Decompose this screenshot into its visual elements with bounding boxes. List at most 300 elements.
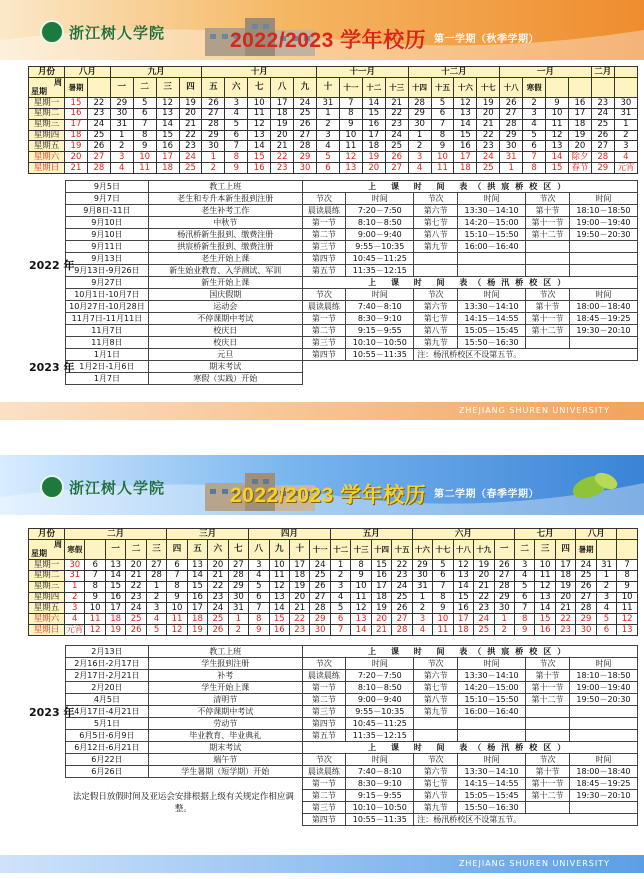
event-description: 老生开始上课 [149, 253, 302, 265]
date-cell: 6 [514, 592, 534, 603]
spring-semester-panel [0, 455, 644, 879]
week-number: 十四 [371, 539, 391, 559]
date-cell: 15 [546, 163, 569, 174]
date-cell: 18 [555, 570, 575, 581]
date-cell: 10 [431, 152, 454, 163]
week-number [85, 539, 105, 559]
date-cell: 24 [591, 108, 614, 119]
event-row [28, 778, 638, 790]
date-cell: 7 [433, 581, 453, 592]
date-cell: 29 [408, 108, 431, 119]
schedule-cell: 7:20－7:50 [346, 670, 414, 682]
date-cell: 24 [294, 97, 317, 108]
month-header: 九月 [110, 67, 202, 78]
date-cell: 10 [535, 559, 555, 570]
schedule-column-head: 时间 [346, 289, 414, 301]
date-cell: 14 [248, 141, 271, 152]
week-number: 三 [146, 539, 166, 559]
weekday-row [29, 614, 638, 625]
date-cell: 28 [392, 625, 412, 636]
date-cell: 20 [568, 141, 591, 152]
date-cell: 5 [523, 130, 546, 141]
footer-university-en: ZHEJIANG SHUREN UNIVERSITY [458, 406, 610, 415]
weekday-label: 星期四 [29, 130, 65, 141]
schedule-cell: 第二节 [302, 694, 346, 706]
date-cell: 28 [494, 581, 514, 592]
schedule-cell [569, 718, 637, 730]
date-cell: 29 [310, 614, 330, 625]
date-cell: 22 [271, 152, 294, 163]
schedule-cell [569, 802, 637, 814]
date-cell: 23 [126, 592, 146, 603]
week-label: 周 [54, 77, 62, 87]
schedule-cell: 第十二节 [526, 694, 570, 706]
date-cell: 10 [546, 108, 569, 119]
week-number: 一 [110, 77, 133, 97]
event-row [28, 730, 638, 742]
week-number: 十六 [412, 539, 432, 559]
week-number: 十四 [408, 77, 431, 97]
weekday-row [29, 163, 638, 174]
date-cell: 14 [269, 603, 289, 614]
schedule-cell: 18:10－18:50 [569, 670, 637, 682]
schedule-cell: 14:20－15:00 [458, 682, 526, 694]
week-number: 十九 [474, 539, 494, 559]
date-cell: 22 [555, 614, 575, 625]
date-cell: 12 [535, 581, 555, 592]
week-number: 十五 [392, 539, 412, 559]
date-cell: 27 [228, 559, 248, 570]
date-cell: 17 [453, 614, 473, 625]
date-cell: 4 [225, 108, 248, 119]
date-cell: 7 [617, 559, 638, 570]
month-header-filler [614, 67, 637, 78]
date-cell: 3 [146, 603, 166, 614]
schedule-cell: 晨读晨练 [302, 205, 346, 217]
date-cell: 7 [523, 152, 546, 163]
schedule-cell [414, 718, 458, 730]
date-cell: 12 [156, 97, 179, 108]
date-cell: 13 [339, 163, 362, 174]
event-date: 11月8日 [65, 337, 148, 349]
event-date: 9月13日 [65, 253, 148, 265]
schedule-cell: 15:10－15:50 [458, 229, 526, 241]
date-cell: 10 [269, 559, 289, 570]
year-label [28, 778, 65, 826]
event-row [28, 766, 638, 778]
schedule-column-head: 时间 [458, 289, 526, 301]
date-cell: 11 [546, 119, 569, 130]
month-header: 十月 [202, 67, 317, 78]
date-cell: 2 [523, 97, 546, 108]
weekday-label: 星期 [31, 548, 47, 558]
schedule-cell: 14:15－14:55 [458, 778, 526, 790]
school-logo-text: 浙江树人学院 [69, 478, 166, 497]
date-cell: 8 [249, 614, 269, 625]
schedule-cell: 15:05－15:45 [458, 325, 526, 337]
date-cell: 5 [431, 97, 454, 108]
date-cell: 16 [568, 97, 591, 108]
schedule-cell: 13:30－14:10 [458, 766, 526, 778]
date-cell: 24 [126, 603, 146, 614]
event-date: 11月7日-11月11日 [65, 313, 148, 325]
date-cell: 18 [371, 592, 391, 603]
event-description: 元旦 [149, 349, 302, 361]
date-cell: 18 [362, 141, 385, 152]
date-cell: 28 [408, 97, 431, 108]
date-cell: 15 [187, 581, 207, 592]
date-cell: 19 [289, 581, 309, 592]
date-cell: 7 [431, 119, 454, 130]
month-header: 六月 [412, 529, 514, 540]
schedule-cell: 10:45－11:25 [346, 718, 414, 730]
date-cell: 31 [614, 108, 637, 119]
date-cell: 6 [431, 108, 454, 119]
event-row [28, 181, 638, 193]
weekday-label: 星期日 [29, 163, 65, 174]
schedule-cell: 10:10－10:50 [346, 337, 414, 349]
date-cell: 19 [555, 581, 575, 592]
schedule-cell: 第二节 [302, 790, 346, 802]
date-cell: 12 [248, 119, 271, 130]
schedule-cell: 18:00－18:40 [569, 301, 637, 313]
date-cell: 18 [105, 614, 125, 625]
date-cell: 3 [249, 559, 269, 570]
schedule-cell: 第七节 [414, 778, 458, 790]
event-date: 1月7日 [65, 373, 148, 385]
date-cell: 22 [289, 614, 309, 625]
month-label: 月份 [29, 67, 65, 78]
schedule-cell: 9:15－9:55 [346, 790, 414, 802]
date-cell: 12 [546, 130, 569, 141]
event-date: 2月16日-2月17日 [65, 658, 148, 670]
month-header: 二月 [65, 529, 167, 540]
date-cell: 13 [454, 108, 477, 119]
date-cell: 22 [392, 559, 412, 570]
date-cell: 19 [477, 97, 500, 108]
date-cell: 6 [167, 559, 187, 570]
date-cell: 20 [474, 570, 494, 581]
schedule-cell [526, 730, 570, 742]
date-cell: 27 [500, 108, 523, 119]
date-cell: 30 [408, 119, 431, 130]
month-header: 四月 [249, 529, 331, 540]
date-cell: 16 [105, 592, 125, 603]
weekday-row [29, 570, 638, 581]
schedule-cell: 9:00－9:40 [346, 694, 414, 706]
schedule-cell [526, 241, 570, 253]
date-cell: 30 [614, 97, 637, 108]
date-cell: 25 [477, 163, 500, 174]
date-cell: 20 [126, 559, 146, 570]
event-description: 端午节 [149, 754, 302, 766]
schedule-cell: 第九节 [414, 337, 458, 349]
date-cell: 7 [167, 570, 187, 581]
schedule-cell: 10:45－11:25 [346, 253, 414, 265]
date-cell: 4 [65, 614, 85, 625]
date-cell: 16 [454, 141, 477, 152]
date-cell: 10 [167, 603, 187, 614]
date-cell: 24 [474, 614, 494, 625]
date-cell: 28 [500, 119, 523, 130]
date-cell: 19 [474, 559, 494, 570]
date-cell: 8 [523, 163, 546, 174]
month-header: 二月 [591, 67, 614, 78]
date-cell: 17 [105, 603, 125, 614]
date-cell: 14 [546, 152, 569, 163]
schedule-column-head: 时间 [458, 658, 526, 670]
schedule-cell: 15:05－15:45 [458, 790, 526, 802]
schedule-cell: 7:20－7:50 [346, 205, 414, 217]
event-description: 补考 [149, 670, 302, 682]
week-number: 十一 [310, 539, 330, 559]
schedule-column-head: 时间 [569, 658, 637, 670]
date-cell: 4 [330, 592, 350, 603]
footer-university-en: ZHEJIANG SHUREN UNIVERSITY [458, 859, 610, 868]
date-cell: 元宵 [614, 163, 637, 174]
month-header: 三月 [167, 529, 249, 540]
month-header-row [29, 67, 638, 78]
date-cell: 27 [294, 130, 317, 141]
date-cell: 21 [474, 581, 494, 592]
schedule-cell: 9:55－10:35 [346, 706, 414, 718]
schedule-column-head: 时间 [569, 289, 637, 301]
schedule-cell: 19:50－20:30 [569, 694, 637, 706]
event-row [28, 313, 638, 325]
date-cell: 23 [474, 603, 494, 614]
schedule-cell: 第八节 [414, 325, 458, 337]
date-cell: 19 [362, 152, 385, 163]
date-cell: 3 [614, 141, 637, 152]
schedule-cell: 10:55－11:35 [346, 814, 414, 826]
date-cell: 29 [228, 581, 248, 592]
schedule-column-head: 节次 [414, 754, 458, 766]
date-cell: 2 [408, 141, 431, 152]
schedule-cell [414, 253, 458, 265]
schedule-cell: 8:10－8:50 [346, 217, 414, 229]
week-header-row [29, 539, 638, 559]
date-cell: 26 [576, 581, 596, 592]
week-number: 八 [271, 77, 294, 97]
date-cell: 24 [477, 152, 500, 163]
event-row [28, 241, 638, 253]
date-cell: 26 [591, 130, 614, 141]
schedule-cell [569, 730, 637, 742]
date-cell: 4 [316, 141, 339, 152]
date-cell: 24 [576, 559, 596, 570]
date-cell: 26 [310, 581, 330, 592]
date-cell: 14 [362, 97, 385, 108]
date-cell: 8 [339, 108, 362, 119]
date-cell: 11 [535, 570, 555, 581]
schedule-cell: 第三节 [302, 337, 346, 349]
date-cell: 17 [454, 152, 477, 163]
schedule-cell: 第一节 [302, 778, 346, 790]
date-cell: 9 [546, 97, 569, 108]
date-cell: 20 [362, 163, 385, 174]
schedule-cell [458, 253, 526, 265]
date-cell: 13 [156, 108, 179, 119]
schedule-cell [569, 337, 637, 349]
weekday-row [29, 581, 638, 592]
date-cell: 28 [202, 119, 225, 130]
schedule-cell: 第一节 [302, 217, 346, 229]
date-cell: 15 [248, 152, 271, 163]
date-cell: 29 [500, 130, 523, 141]
schedule-cell: 第七节 [414, 313, 458, 325]
date-cell: 23 [87, 108, 110, 119]
date-cell: 13 [453, 570, 473, 581]
date-cell: 28 [87, 163, 110, 174]
schedule-cell: 第十二节 [526, 790, 570, 802]
date-cell: 29 [202, 130, 225, 141]
schedule-cell: 第三节 [302, 241, 346, 253]
event-date: 11月7日 [65, 325, 148, 337]
date-cell: 13 [248, 130, 271, 141]
schedule-cell: 15:50－16:30 [458, 337, 526, 349]
schedule-cell [414, 265, 458, 277]
date-cell: 11 [133, 163, 156, 174]
date-cell: 27 [494, 570, 514, 581]
date-cell: 27 [87, 152, 110, 163]
event-row [28, 301, 638, 313]
fall-footer-bar [0, 402, 644, 420]
date-cell: 21 [555, 603, 575, 614]
date-cell: 24 [310, 559, 330, 570]
date-cell: 17 [555, 559, 575, 570]
schedule-cell: 19:00－19:40 [569, 217, 637, 229]
schedule-cell: 18:45－19:25 [569, 778, 637, 790]
school-seal-icon [40, 20, 64, 44]
schedule-cell: 第五节 [302, 730, 346, 742]
schedule-cell [458, 730, 526, 742]
week-number: 四 [167, 539, 187, 559]
week-number: 十三 [385, 77, 408, 97]
event-row [28, 253, 638, 265]
week-header-row [29, 77, 638, 97]
date-cell: 30 [202, 141, 225, 152]
fall-semester-panel [0, 0, 644, 425]
schedule-column-head: 时间 [346, 193, 414, 205]
schedule-cell [526, 706, 570, 718]
date-cell: 15 [453, 592, 473, 603]
date-cell: 16 [187, 592, 207, 603]
date-cell: 14 [453, 581, 473, 592]
event-row [28, 229, 638, 241]
date-cell: 15 [156, 130, 179, 141]
event-description: 教工上班 [149, 646, 302, 658]
date-cell: 5 [249, 581, 269, 592]
event-date: 9月13日-9月26日 [65, 265, 148, 277]
date-cell: 25 [294, 108, 317, 119]
week-number: 十一 [339, 77, 362, 97]
week-number: 三 [535, 539, 555, 559]
event-date: 9月10日 [65, 229, 148, 241]
date-cell: 13 [546, 141, 569, 152]
schedule-cell [526, 337, 570, 349]
schedule-cell: 晨读晨练 [302, 670, 346, 682]
schedule-cell: 第二节 [302, 325, 346, 337]
date-cell: 15 [105, 581, 125, 592]
date-cell: 9 [514, 625, 534, 636]
date-cell: 3 [225, 97, 248, 108]
date-cell: 25 [474, 625, 494, 636]
schedule-cell: 8:30－9:10 [346, 313, 414, 325]
date-cell: 4 [408, 163, 431, 174]
schedule-cell: 9:00－9:40 [346, 229, 414, 241]
date-cell: 9 [433, 603, 453, 614]
date-cell: 4 [249, 570, 269, 581]
date-cell: 24 [179, 152, 202, 163]
date-cell: 30 [412, 570, 432, 581]
date-cell: 27 [385, 163, 408, 174]
event-description: 老生补考工作 [149, 205, 302, 217]
schedule-cell: 8:30－9:10 [346, 778, 414, 790]
schedule-column-head: 节次 [414, 658, 458, 670]
week-number: 十八 [453, 539, 473, 559]
date-cell: 6 [523, 141, 546, 152]
date-cell: 15 [371, 559, 391, 570]
event-description: 不停课期中考试 [149, 313, 302, 325]
date-cell: 10 [248, 97, 271, 108]
schedule-column-head: 节次 [302, 193, 346, 205]
schedule-column-head: 节次 [414, 289, 458, 301]
schedule-cell [526, 802, 570, 814]
date-cell: 除夕 [568, 152, 591, 163]
schedule-column-head: 节次 [302, 289, 346, 301]
schedule-cell: 第十二节 [526, 229, 570, 241]
week-number [614, 77, 637, 97]
event-row [28, 217, 638, 229]
week-number: 一 [105, 539, 125, 559]
date-cell: 1 [500, 163, 523, 174]
week-number: 十二 [362, 77, 385, 97]
date-cell: 29 [110, 97, 133, 108]
schedule-cell: 第六节 [414, 766, 458, 778]
schedule-cell: 13:30－14:10 [458, 670, 526, 682]
school-seal-icon [40, 475, 64, 499]
schedule-cell [569, 706, 637, 718]
date-cell: 20 [208, 559, 228, 570]
event-row [28, 646, 638, 658]
date-cell: 4 [146, 614, 166, 625]
event-description: 劳动节 [149, 718, 302, 730]
event-description: 拱宸桥新生报到、缴费注册 [149, 241, 302, 253]
date-cell: 26 [126, 625, 146, 636]
date-cell: 21 [477, 119, 500, 130]
week-number: 寒假 [65, 539, 85, 559]
schedule-cell: 第十节 [526, 670, 570, 682]
date-cell: 29 [294, 152, 317, 163]
date-cell: 27 [591, 141, 614, 152]
event-date: 6月22日 [65, 754, 148, 766]
date-cell: 17 [362, 130, 385, 141]
week-number: 一 [494, 539, 514, 559]
date-cell: 23 [179, 141, 202, 152]
date-cell: 5 [133, 97, 156, 108]
event-description: 期末考试 [149, 742, 302, 754]
event-date: 1月2日-1月6日 [65, 361, 148, 373]
date-cell: 19 [65, 141, 88, 152]
date-cell: 31 [228, 603, 248, 614]
date-cell: 31 [412, 581, 432, 592]
week-number [596, 539, 616, 559]
month-header: 一月 [500, 67, 592, 78]
date-cell: 2 [146, 592, 166, 603]
schedule-cell [526, 253, 570, 265]
week-number: 二 [126, 539, 146, 559]
date-cell: 18 [156, 163, 179, 174]
